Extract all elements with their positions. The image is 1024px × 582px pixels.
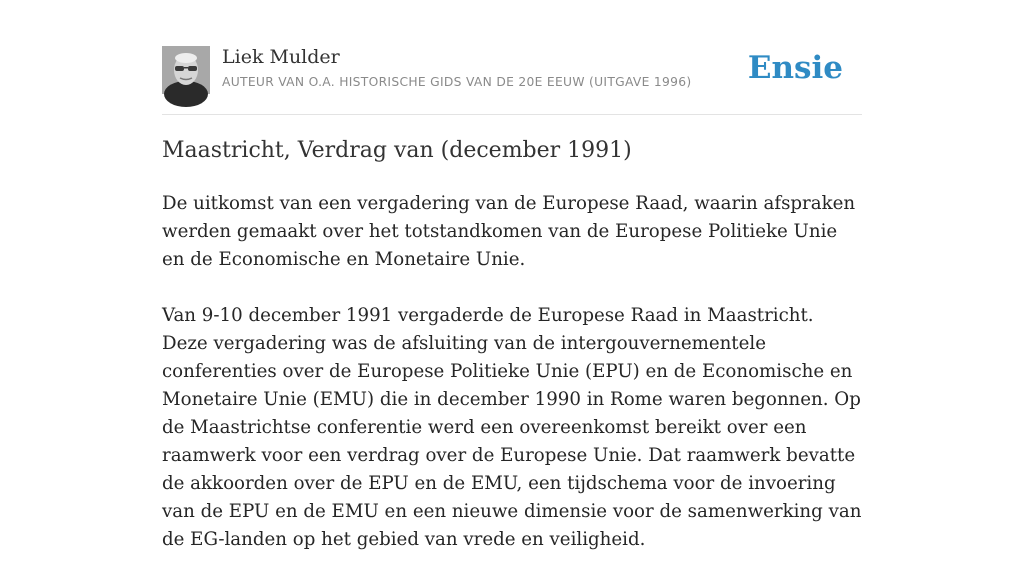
author-portrait-icon	[162, 46, 210, 94]
author-bio: AUTEUR VAN O.A. HISTORISCHE GIDS VAN DE 20E EEUW (UITGAVE 1996)	[222, 75, 692, 89]
author-name[interactable]: Liek Mulder	[222, 46, 340, 68]
author-avatar[interactable]	[162, 46, 210, 94]
article-body	[162, 190, 862, 582]
article-paragraph: Van 9-10 december 1991 vergaderde de Europese Raad in Maastricht. Deze vergadering was de afsluiting van de intergouvernementele conferenties over de Europese Politieke Unie (EPU) en de Economische en Monetaire Unie (EMU) die in december 1990 in Rome waren begonnen. Op de Maastrichtse conferentie werd een overeenkomst bereikt over een raamwerk voor een verdrag over de Europese Unie. Dat raamwerk bevatte de akkoorden over de EPU en de EMU, een tijdschema voor de invoering van de EPU en de EMU en een nieuwe dimensie voor de samenwerking van de EG-landen op het gebied van vrede en veiligheid.	[162, 305, 862, 550]
page-title: Maastricht, Verdrag van (december 1991)	[162, 138, 632, 163]
ensie-logo[interactable]: Ensie	[747, 50, 843, 86]
article-paragraph: De uitkomst van een vergadering van de Europese Raad, waarin afspraken werden gemaakt over het totstandkomen van de Europese Politieke Unie en de Economische en Monetaire Unie.	[162, 193, 856, 270]
author-header	[162, 46, 862, 115]
